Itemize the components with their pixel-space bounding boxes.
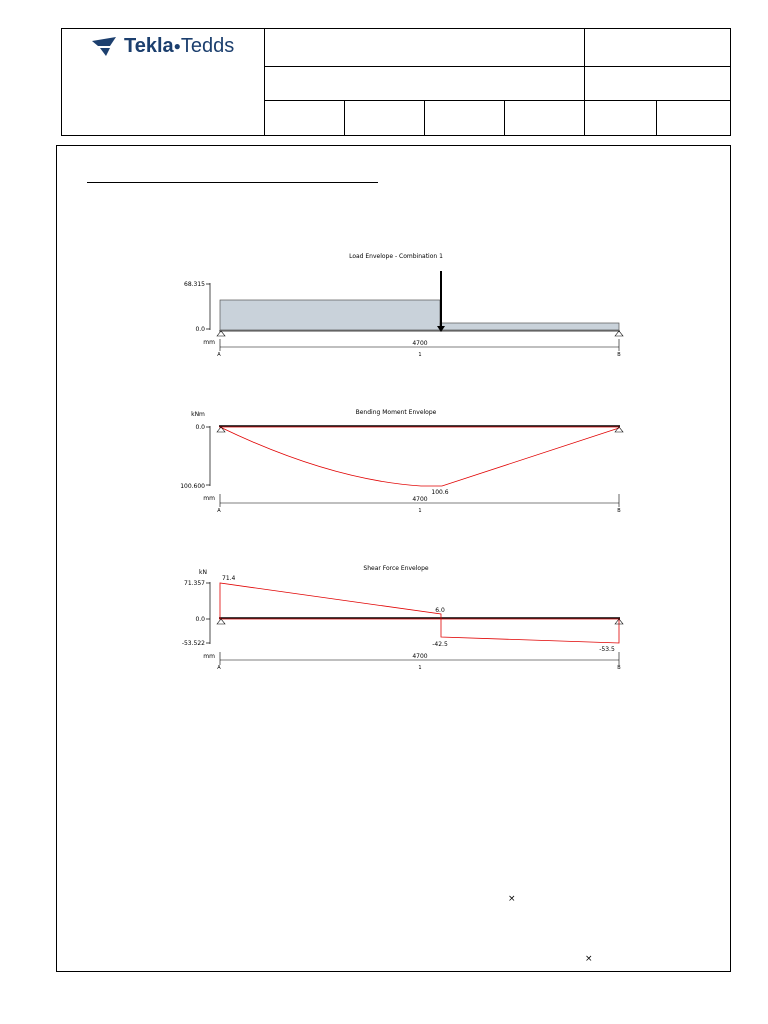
cross-mark-1: × [508,894,516,904]
shear-mid-bottom-value: -42.5 [432,641,448,648]
svg-text:1: 1 [418,665,422,671]
svg-text:B: B [617,665,621,671]
svg-text:B: B [617,352,621,358]
svg-text:A: A [217,508,221,514]
moment-peak-label: 100.6 [431,489,449,496]
logo-brand-light: Tedds [180,35,235,57]
moment-envelope-curve [220,427,619,486]
svg-text:1: 1 [418,508,422,514]
tekla-tedds-logo: Tekla●Tedds [92,35,234,58]
shear-envelope-line [220,583,619,643]
svg-text:mm: mm [203,653,215,660]
load-udl-right [440,323,619,330]
shear-right-value: -53.5 [599,646,615,653]
load-support-b-icon [615,331,623,336]
load-support-a-icon [217,331,225,336]
load-span-label: 4700 [412,340,428,347]
shear-y-min-label: -53.522 [181,640,205,647]
shear-span-label: 4700 [412,653,428,660]
logo-brand-bold: Tekla [124,35,174,57]
moment-unit: kNm [191,411,205,418]
moment-span-label: 4700 [412,496,428,503]
bending-moment-diagram [180,409,623,514]
moment-diagram-title: Bending Moment Envelope [355,409,437,416]
shear-diagram-title: Shear Force Envelope [363,565,429,572]
load-y-max-label: 68.315 [184,281,205,288]
svg-text:B: B [617,508,621,514]
shear-y-max-label: 71.357 [184,580,205,587]
svg-text:1: 1 [418,352,422,358]
shear-force-diagram [182,565,623,671]
moment-y-zero-label: 0.0 [195,424,205,431]
load-y-zero-label: 0.0 [195,326,205,333]
svg-text:A: A [217,352,221,358]
svg-text:A: A [217,665,221,671]
shear-unit: kN [199,569,207,576]
svg-text:mm: mm [203,495,215,502]
cross-mark-2: × [585,954,593,964]
load-dim-unit: mm [203,339,215,346]
shear-left-value: 71.4 [222,575,236,582]
moment-y-max-label: 100.600 [180,483,205,490]
shear-mid-top-value: 6.0 [435,607,445,614]
load-udl-left [220,300,440,330]
load-envelope-diagram [184,253,623,358]
load-diagram-title: Load Envelope - Combination 1 [349,253,443,260]
shear-y-zero-label: 0.0 [195,616,205,623]
